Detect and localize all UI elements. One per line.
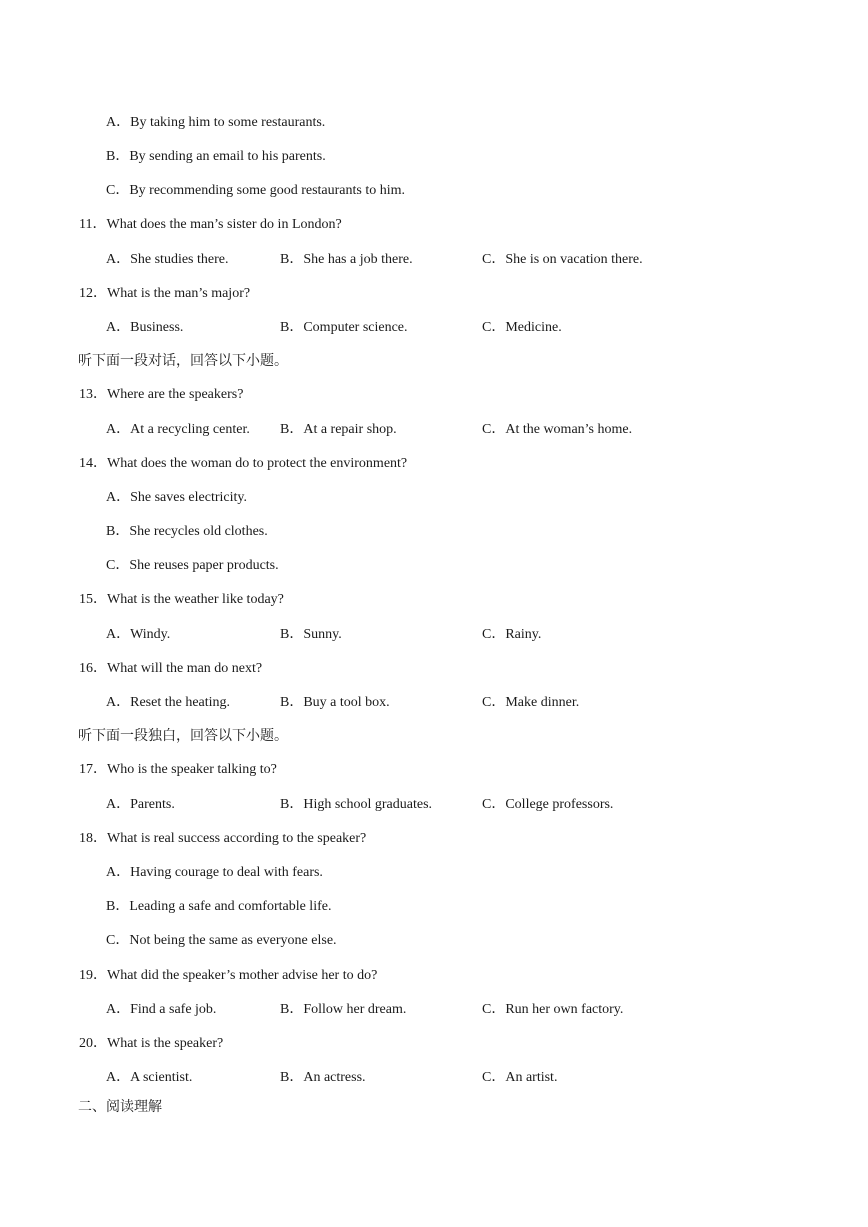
question-17-option-b: B．High school graduates. [280, 797, 433, 812]
question-11-option-a: A．She studies there. [106, 252, 229, 267]
question-18-option-b: B．Leading a safe and comfortable life. [106, 899, 332, 914]
question-15-option-a: A．Windy. [106, 627, 171, 642]
question-16-option-b: B．Buy a tool box. [280, 695, 390, 710]
question-12: 12．What is the man’s major? [79, 286, 251, 301]
question-17: 17．Who is the speaker talking to? [79, 762, 277, 777]
question-17-option-a: A．Parents. [106, 797, 175, 812]
section-instruction-dialogue: 听下面一段对话，回答以下小题。 [78, 353, 288, 369]
option-a: A．By taking him to some restaurants. [106, 115, 326, 130]
question-16-option-a: A．Reset the heating. [106, 695, 231, 710]
question-13-option-c: C．At the woman’s home. [482, 422, 633, 437]
question-16: 16．What will the man do next? [79, 661, 263, 676]
question-14-option-a: A．She saves electricity. [106, 490, 247, 505]
question-20-option-a: A．A scientist. [106, 1070, 193, 1085]
question-19-option-a: A．Find a safe job. [106, 1002, 217, 1017]
question-12-option-c: C．Medicine. [482, 320, 562, 335]
question-18: 18．What is real success according to the speaker? [79, 831, 367, 846]
option-c: C．By recommending some good restaurants to him. [106, 183, 406, 198]
section-instruction-monologue: 听下面一段独白，回答以下小题。 [78, 728, 288, 744]
question-16-option-c: C．Make dinner. [482, 695, 580, 710]
question-18-option-c: C．Not being the same as everyone else. [106, 933, 337, 948]
section-heading-reading: 二、阅读理解 [78, 1099, 162, 1115]
question-13-option-a: A．At a recycling center. [106, 422, 250, 437]
question-18-option-a: A．Having courage to deal with fears. [106, 865, 323, 880]
question-19-option-b: B．Follow her dream. [280, 1002, 407, 1017]
question-15-option-b: B．Sunny. [280, 627, 342, 642]
question-13-option-b: B．At a repair shop. [280, 422, 397, 437]
question-15: 15．What is the weather like today? [79, 592, 284, 607]
question-20-option-b: B．An actress. [280, 1070, 366, 1085]
question-14-option-c: C．She reuses paper products. [106, 558, 279, 573]
question-14-option-b: B．She recycles old clothes. [106, 524, 268, 539]
question-19-option-c: C．Run her own factory. [482, 1002, 624, 1017]
question-20-option-c: C．An artist. [482, 1070, 558, 1085]
question-12-option-b: B．Computer science. [280, 320, 408, 335]
question-14: 14．What does the woman do to protect the environment? [79, 456, 408, 471]
question-11-option-c: C．She is on vacation there. [482, 252, 643, 267]
question-15-option-c: C．Rainy. [482, 627, 542, 642]
question-19: 19．What did the speaker’s mother advise her to do? [79, 968, 378, 983]
question-17-option-c: C．College professors. [482, 797, 614, 812]
question-12-option-a: A．Business. [106, 320, 184, 335]
question-11: 11．What does the man’s sister do in London? [79, 217, 342, 232]
question-11-option-b: B．She has a job there. [280, 252, 413, 267]
option-b: B．By sending an email to his parents. [106, 149, 326, 164]
question-20: 20．What is the speaker? [79, 1036, 224, 1051]
question-13: 13．Where are the speakers? [79, 387, 244, 402]
